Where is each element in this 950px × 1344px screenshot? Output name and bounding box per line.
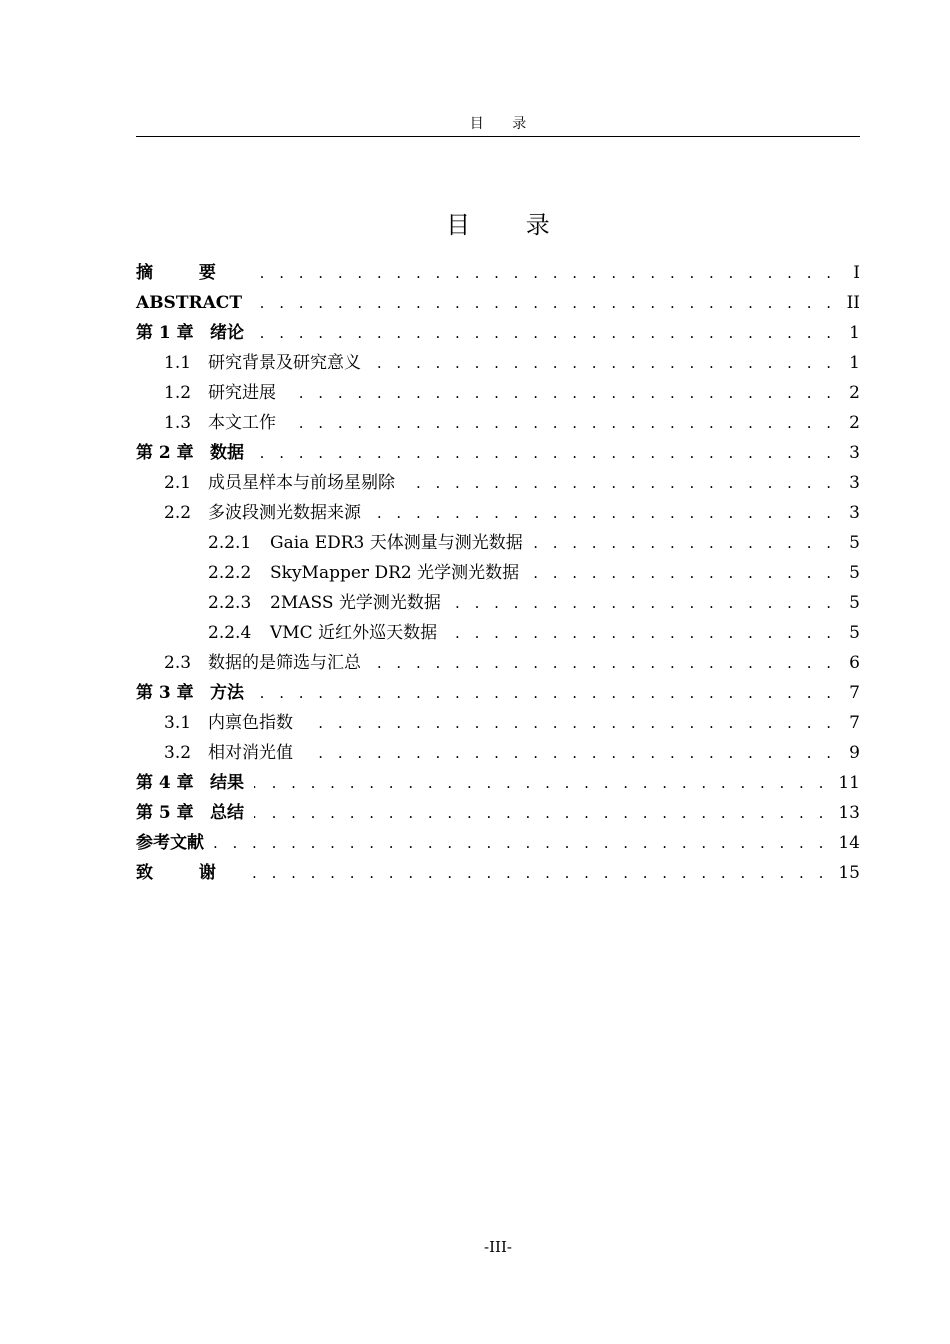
toc-entry-page: 5: [849, 623, 860, 643]
running-header: 目 录: [469, 116, 539, 132]
toc-dot-leader: [533, 528, 836, 558]
toc-entry-page: 2: [849, 383, 860, 403]
toc-entry-page: I: [853, 263, 860, 283]
toc-entry-number: 2.2.1: [208, 533, 252, 553]
toc-entry[interactable]: [136, 408, 860, 438]
toc-entry[interactable]: [136, 318, 860, 348]
toc-entry-page: 1: [849, 323, 860, 343]
toc-entry-number: 2.2.2: [208, 563, 252, 583]
toc-entry-page: 5: [849, 593, 860, 613]
toc-entry-number: 1.3: [164, 413, 192, 433]
toc-entry-label: 摘 要: [136, 263, 236, 283]
toc-entry-page: 3: [849, 503, 860, 523]
toc-entry-label: 本文工作: [208, 413, 276, 433]
toc-dot-leader: [252, 288, 836, 318]
toc-entry[interactable]: [136, 498, 860, 528]
toc-entry[interactable]: [136, 618, 860, 648]
toc-entry-number: 3.1: [164, 713, 192, 733]
toc-dot-leader: [371, 648, 836, 678]
toc-entry-number: 2.2.4: [208, 623, 252, 643]
toc-entry-label: 结果: [210, 773, 244, 793]
toc-dot-leader: [303, 738, 836, 768]
toc-entry[interactable]: [136, 708, 860, 738]
toc-entry-number: 第 4 章: [136, 773, 194, 793]
toc-entry[interactable]: [136, 798, 860, 828]
toc-entry-page: 14: [838, 833, 860, 853]
table-of-contents: [136, 258, 860, 888]
toc-entry-label: 绪论: [210, 323, 244, 343]
toc-entry-label: 研究进展: [208, 383, 276, 403]
toc-entry-label: VMC 近红外巡天数据: [270, 623, 438, 643]
toc-entry-label: 多波段测光数据来源: [208, 503, 361, 523]
toc-entry[interactable]: [136, 558, 860, 588]
toc-entry-label: ABSTRACT: [136, 293, 242, 313]
toc-dot-leader: [405, 468, 836, 498]
toc-entry-number: 1.2: [164, 383, 192, 403]
toc-entry-page: 2: [849, 413, 860, 433]
toc-entry-page: 7: [849, 713, 860, 733]
toc-dot-leader: [451, 588, 836, 618]
toc-entry-label: 相对消光值: [208, 743, 293, 763]
header-rule: [136, 136, 860, 137]
toc-entry-label: 研究背景及研究意义: [208, 353, 361, 373]
toc-entry[interactable]: [136, 648, 860, 678]
toc-entry-page: 11: [838, 773, 860, 793]
toc-dot-leader: [246, 858, 828, 888]
toc-entry-page: 1: [849, 353, 860, 373]
toc-dot-leader: [303, 708, 836, 738]
toc-entry-label: 数据的是筛选与汇总: [208, 653, 361, 673]
toc-entry-number: 第 1 章: [136, 323, 194, 343]
toc-entry[interactable]: [136, 438, 860, 468]
toc-entry-page: 7: [849, 683, 860, 703]
toc-dot-leader: [254, 678, 836, 708]
toc-entry-number: 第 3 章: [136, 683, 194, 703]
toc-dot-leader: [254, 768, 828, 798]
toc-entry-label: 参考文献: [136, 833, 204, 853]
toc-dot-leader: [371, 498, 836, 528]
toc-entry-number: 第 2 章: [136, 443, 194, 463]
toc-dot-leader: [254, 798, 828, 828]
toc-entry-number: 1.1: [164, 353, 192, 373]
toc-dot-leader: [447, 618, 836, 648]
toc-entry-number: 3.2: [164, 743, 192, 763]
toc-entry-page: 15: [838, 863, 860, 883]
toc-entry[interactable]: [136, 348, 860, 378]
toc-entry-page: 9: [849, 743, 860, 763]
toc-entry[interactable]: [136, 288, 860, 318]
toc-entry[interactable]: [136, 588, 860, 618]
toc-entry-number: 2.2.3: [208, 593, 252, 613]
toc-entry-page: 6: [849, 653, 860, 673]
page-number: -III-: [484, 1238, 512, 1256]
toc-entry-label: 内禀色指数: [208, 713, 293, 733]
toc-entry[interactable]: [136, 738, 860, 768]
toc-entry[interactable]: [136, 468, 860, 498]
toc-entry-label: SkyMapper DR2 光学测光数据: [270, 563, 520, 583]
toc-dot-leader: [246, 258, 836, 288]
toc-entry-page: II: [846, 293, 860, 313]
toc-dot-leader: [529, 558, 836, 588]
toc-entry-label: 致 谢: [136, 863, 236, 883]
toc-title: 目 录: [446, 211, 574, 239]
toc-dot-leader: [214, 828, 828, 858]
toc-entry[interactable]: [136, 678, 860, 708]
toc-entry-label: 方法: [210, 683, 244, 703]
toc-entry[interactable]: [136, 858, 860, 888]
toc-dot-leader: [254, 438, 836, 468]
toc-dot-leader: [286, 408, 836, 438]
toc-entry-number: 2.2: [164, 503, 192, 523]
toc-entry[interactable]: [136, 768, 860, 798]
toc-entry-label: 数据: [210, 443, 244, 463]
toc-entry-page: 5: [849, 533, 860, 553]
toc-entry-page: 3: [849, 443, 860, 463]
toc-entry[interactable]: [136, 258, 860, 288]
toc-entry-page: 13: [838, 803, 860, 823]
toc-entry-number: 第 5 章: [136, 803, 194, 823]
toc-entry-number: 2.1: [164, 473, 192, 493]
toc-dot-leader: [286, 378, 836, 408]
toc-dot-leader: [254, 318, 836, 348]
toc-entry-label: Gaia EDR3 天体测量与测光数据: [270, 533, 523, 553]
toc-entry[interactable]: [136, 828, 860, 858]
toc-entry-label: 2MASS 光学测光数据: [270, 593, 441, 613]
toc-entry-page: 3: [849, 473, 860, 493]
toc-entry-label: 总结: [210, 803, 244, 823]
toc-entry[interactable]: [136, 528, 860, 558]
toc-entry-label: 成员星样本与前场星剔除: [208, 473, 395, 493]
toc-entry-page: 5: [849, 563, 860, 583]
toc-entry-number: 2.3: [164, 653, 192, 673]
toc-dot-leader: [371, 348, 836, 378]
toc-entry[interactable]: [136, 378, 860, 408]
